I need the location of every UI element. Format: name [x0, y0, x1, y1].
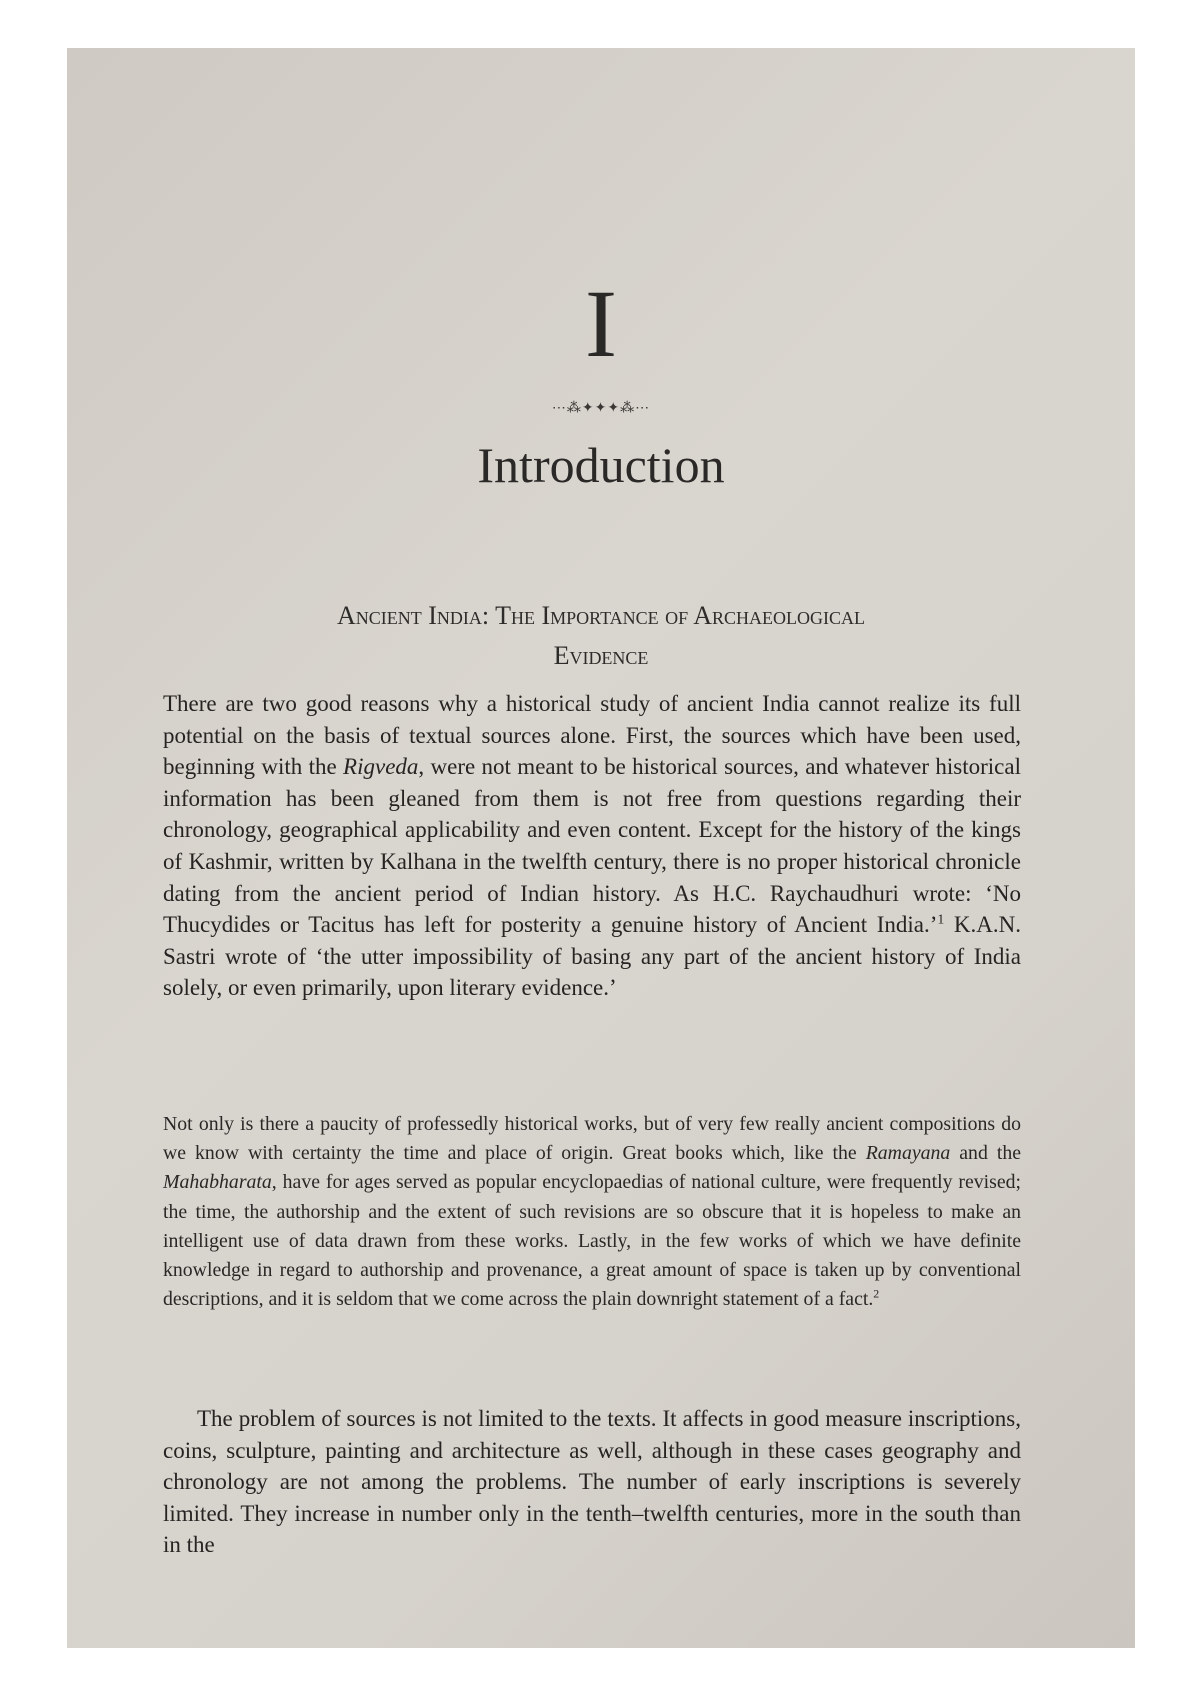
quote-text-b: and the [950, 1142, 1021, 1165]
section-heading-line1: Ancient India: The Importance of Archaeological [336, 601, 866, 630]
section-heading-line2: Evidence [553, 641, 649, 670]
body-paragraph-2: The problem of sources is not limited to the texts. It affects in good measure inscriptions, coins, sculpture, painting and architecture as well, although in these cases geography and chronology are not among the problems. The number of early inscriptions is severely limited. They increase in number only in the tenth–twelfth centuries, more in the south than in the [163, 1406, 1021, 1558]
footnote-ref-1: 1 [937, 911, 945, 927]
block-quote [163, 1110, 1021, 1314]
book-page [67, 48, 1135, 1648]
quote-text-c: , have for ages served as popular encyclopaedias of national culture, were frequently revised; the time, the authorship and the extent of such revisions are so obscure that it is hopeless to make an intelligent use of data drawn from these works. Lastly, in the few works of which we have definite knowledge in regard to authorship and provenance, a great amount of space is taken up by conventional descriptions, and it is seldom that we come across the plain downright statement of a fact. [163, 1171, 1021, 1311]
footnote-ref-2: 2 [873, 1286, 880, 1301]
chapter-title: Introduction [477, 437, 725, 493]
rigveda-title: Rigveda [343, 754, 419, 780]
chapter-ornament: ⋯⁂✦✦✦⁂⋯ [551, 401, 651, 416]
p1-text-a: There are two good reasons why a historical study of ancient India cannot realize its full potential on the basis of textual sources alone. First, the sources which have been used, beginning with the [163, 691, 1021, 780]
mahabharata-title: Mahabharata [163, 1171, 272, 1194]
p1-text-c: K.A.N. Sastri wrote of ‘the utter impossibility of basing any part of the ancient history of India solely, or even primarily, upon literary evidence.’ [163, 912, 1021, 1001]
quote-text-a: Not only is there a paucity of professedly historical works, but of very few really ancient compositions do we know with certainty the time and place of origin. Great books which, like the [163, 1113, 1021, 1165]
ramayana-title: Ramayana [865, 1142, 951, 1165]
p1-text-b: , were not meant to be historical sources, and whatever historical information has been gleaned from them is not free from questions regarding their chronology, geographical applicability and even content. Except for the history of the kings of Kashmir, written by Kalhana in the twelfth century, there is no proper historical chronicle dating from the ancient period of Indian history. As H.C. Raychaudhuri wrote: ‘No Thucydides or Tacitus has left for posterity a genuine history of Ancient India.’ [163, 754, 1021, 938]
chapter-number: I [585, 270, 617, 377]
body-paragraph-1 [163, 688, 1021, 1004]
section-heading [187, 596, 1015, 676]
